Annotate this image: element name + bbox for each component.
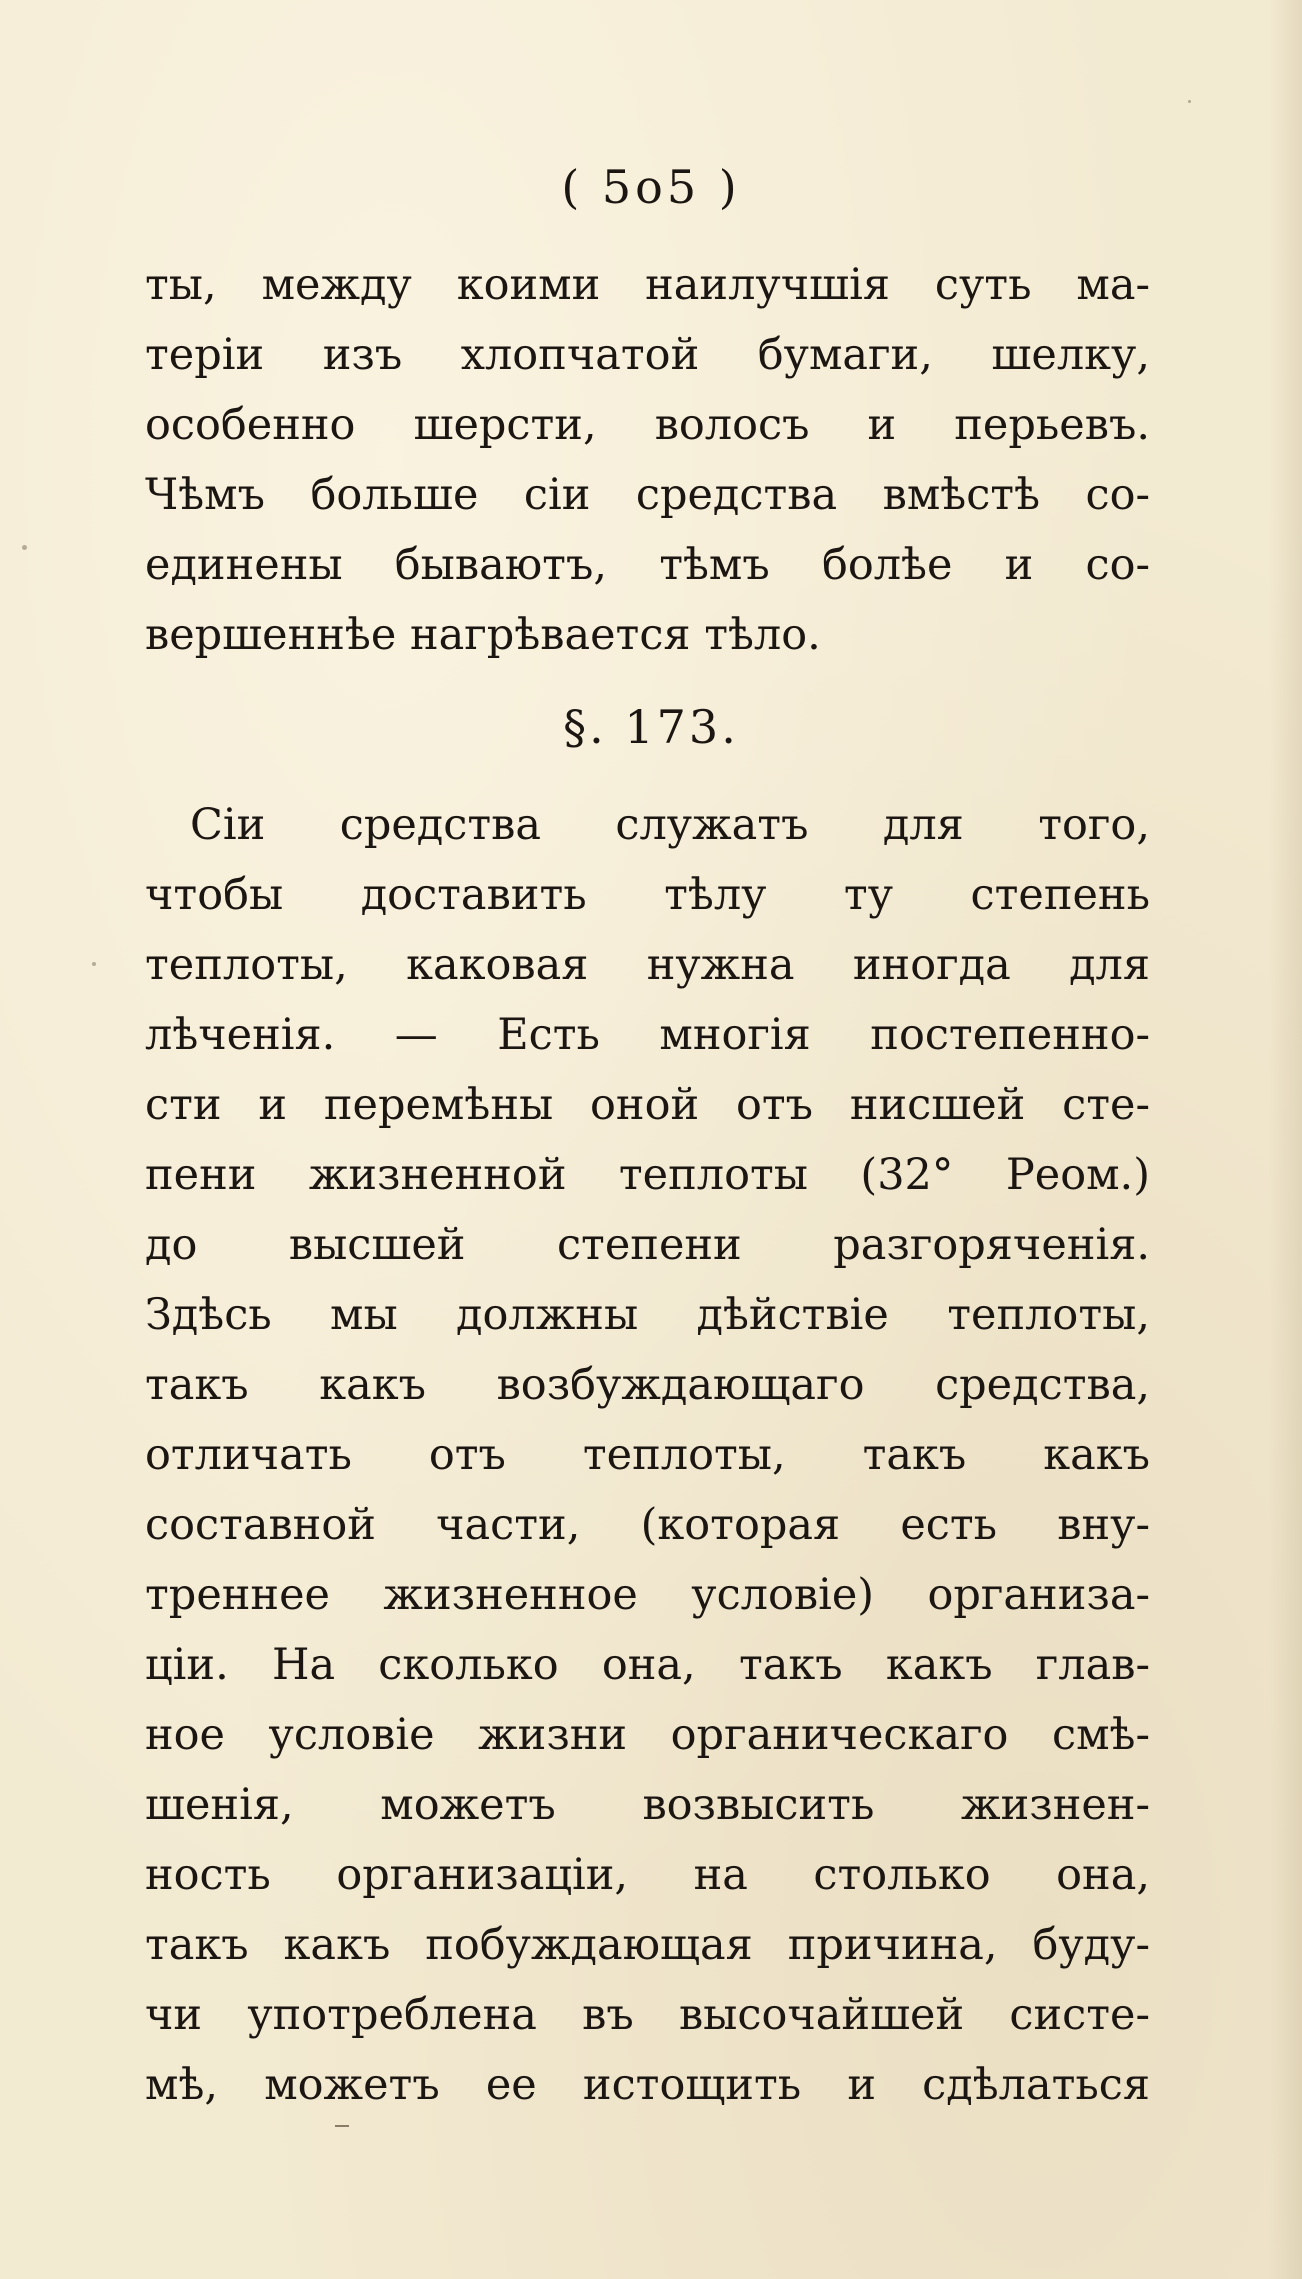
text-line: треннее жизненное условіе) организа- xyxy=(145,1570,1150,1620)
text-line: Чѣмъ больше сіи средства вмѣстѣ со- xyxy=(145,470,1150,520)
page-edge-shadow xyxy=(1268,0,1302,2279)
text-line: до высшей степени разгоряченія. xyxy=(145,1220,1150,1270)
text-line: ціи. На сколько она, такъ какъ глав- xyxy=(145,1640,1150,1690)
text-line-last: вершеннѣе нагрѣвается тѣло. xyxy=(145,610,821,660)
text-line: такъ какъ побуждающая причина, буду- xyxy=(145,1920,1150,1970)
text-line: сти и перемѣны оной отъ нисшей сте- xyxy=(145,1080,1150,1130)
page-number: ( 5o5 ) xyxy=(561,160,741,214)
text-line: Сіи средства служатъ для того, xyxy=(190,800,1150,850)
paper-speck xyxy=(1188,100,1191,103)
text-line: ное условіе жизни органическаго смѣ- xyxy=(145,1710,1150,1760)
text-line: отличать отъ теплоты, такъ какъ xyxy=(145,1430,1150,1480)
section-heading: §. 173. xyxy=(563,700,739,754)
text-line: теплоты, каковая нужна иногда для xyxy=(145,940,1150,990)
text-line: Здѣсь мы должны дѣйствіе теплоты, xyxy=(145,1290,1150,1340)
section-paragraph xyxy=(145,790,1150,2120)
ink-mark xyxy=(335,2125,349,2127)
text-line: составной части, (которая есть вну- xyxy=(145,1500,1150,1550)
text-line: особенно шерсти, волосъ и перьевъ. xyxy=(145,400,1150,450)
text-line: такъ какъ возбуждающаго средства, xyxy=(145,1360,1150,1410)
text-line: шенія, можетъ возвысить жизнен- xyxy=(145,1780,1150,1830)
text-line: чтобы доставить тѣлу ту степень xyxy=(145,870,1150,920)
paper-speck xyxy=(92,962,96,966)
text-line: лѣченія. — Есть многія постепенно- xyxy=(145,1010,1150,1060)
text-line: ты, между коими наилучшія суть ма- xyxy=(145,260,1150,310)
text-line: чи употреблена въ высочайшей систе- xyxy=(145,1990,1150,2040)
text-line: мѣ, можетъ ее истощить и сдѣлаться xyxy=(145,2060,1150,2110)
text-line: единены бываютъ, тѣмъ болѣе и со- xyxy=(145,540,1150,590)
text-line: ность организаціи, на столько она, xyxy=(145,1850,1150,1900)
intro-paragraph xyxy=(145,250,1150,670)
paper-speck xyxy=(22,545,27,550)
text-line: пени жизненной теплоты (32° Реом.) xyxy=(145,1150,1150,1200)
text-line: теріи изъ хлопчатой бумаги, шелку, xyxy=(145,330,1150,380)
